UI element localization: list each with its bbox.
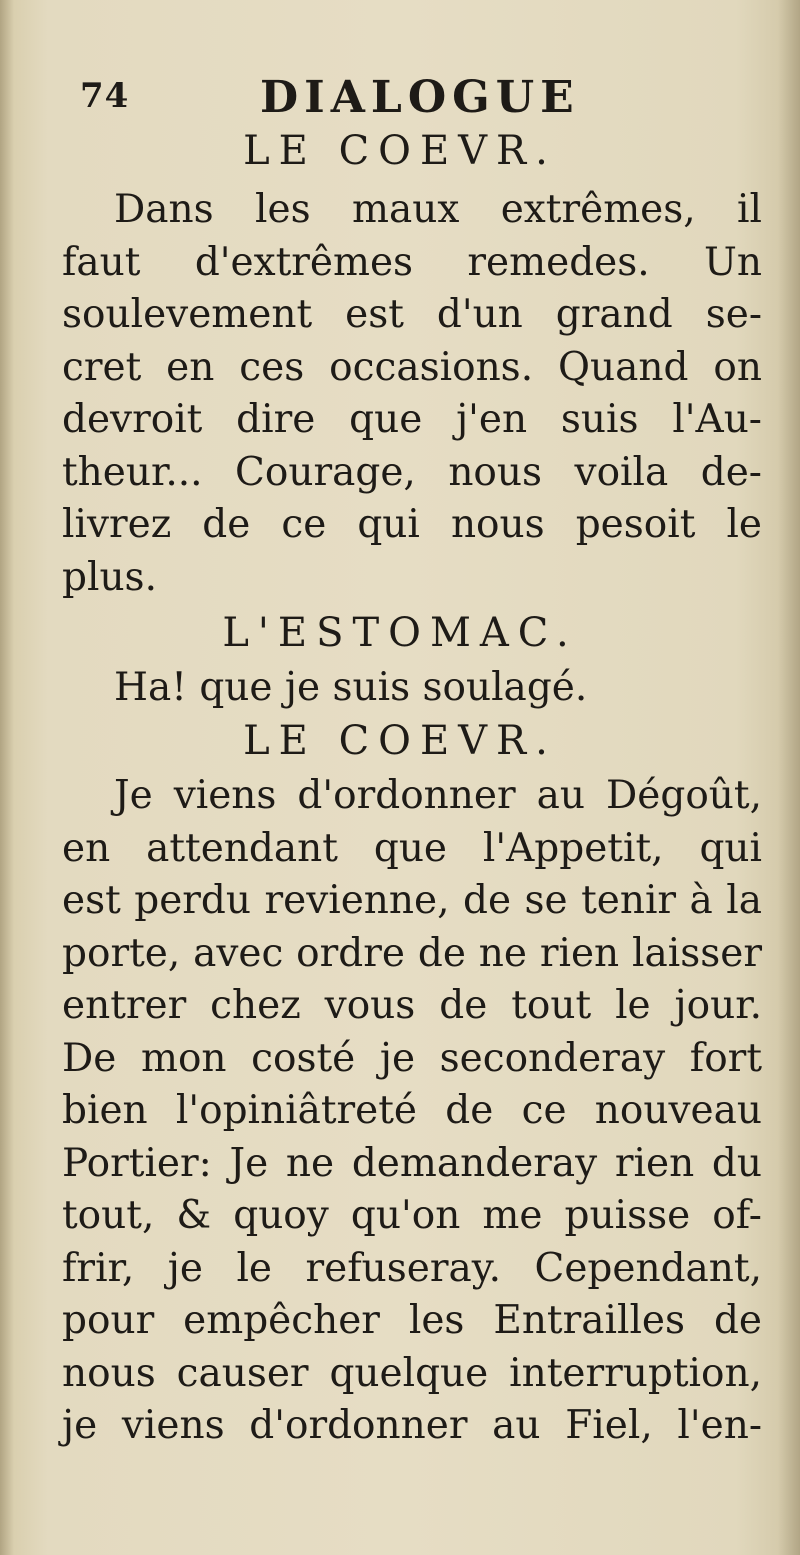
running-title: DIALOGUE — [260, 72, 580, 123]
speech-block-coeur-2 — [62, 770, 762, 1453]
text-line: faut d'extrêmes remedes. Un — [62, 239, 762, 285]
text-line: Je viens d'ordonner au Dégoût, — [114, 773, 762, 818]
text-line: livrez de ce qui nous pesoit le — [62, 502, 762, 547]
text-line: soulevement est d'un grand se- — [62, 292, 762, 337]
text-line: porte, avec ordre de ne rien laisser — [62, 930, 762, 976]
text-line: bien l'opiniâtreté de ce nouveau — [62, 1088, 762, 1133]
text-line: Dans les maux extrêmes, il — [114, 187, 762, 232]
gutter-shadow — [0, 0, 14, 1555]
text-line: Portier: Je ne demanderay rien du — [62, 1140, 762, 1186]
speaker-heading-coeur: LE COEVR. — [243, 128, 557, 174]
text-line: frir, je le refuseray. Cependant, — [62, 1245, 762, 1291]
page-number: 74 — [80, 76, 130, 116]
speech-block-estomac — [62, 662, 762, 715]
text-line: devroit dire que j'en suis l'Au- — [62, 397, 762, 442]
text-line: Ha! que je suis soulagé. — [114, 665, 588, 710]
text-line: theur... Courage, nous voila de- — [62, 449, 762, 495]
text-line: De mon costé je seconderay fort — [62, 1035, 762, 1081]
text-line: pour empêcher les Entrailles de — [62, 1298, 762, 1343]
speech-block-coeur-1 — [62, 184, 762, 604]
speaker-heading-coeur-2: LE COEVR. — [243, 718, 557, 764]
speaker-heading-estomac: L'ESTOMAC. — [222, 610, 578, 656]
text-line: en attendant que l'Appetit, qui — [62, 825, 762, 871]
text-line: nous causer quelque interruption, — [62, 1350, 762, 1396]
page-edge-shadow — [778, 0, 800, 1555]
text-line: est perdu revienne, de se tenir à la — [62, 878, 762, 923]
text-line: cret en ces occasions. Quand on — [62, 344, 762, 390]
text-line: tout, & quoy qu'on me puisse of- — [62, 1193, 762, 1238]
text-line: entrer chez vous de tout le jour. — [62, 983, 762, 1028]
text-line: plus. — [62, 554, 157, 600]
text-line: je viens d'ordonner au Fiel, l'en- — [62, 1403, 762, 1448]
